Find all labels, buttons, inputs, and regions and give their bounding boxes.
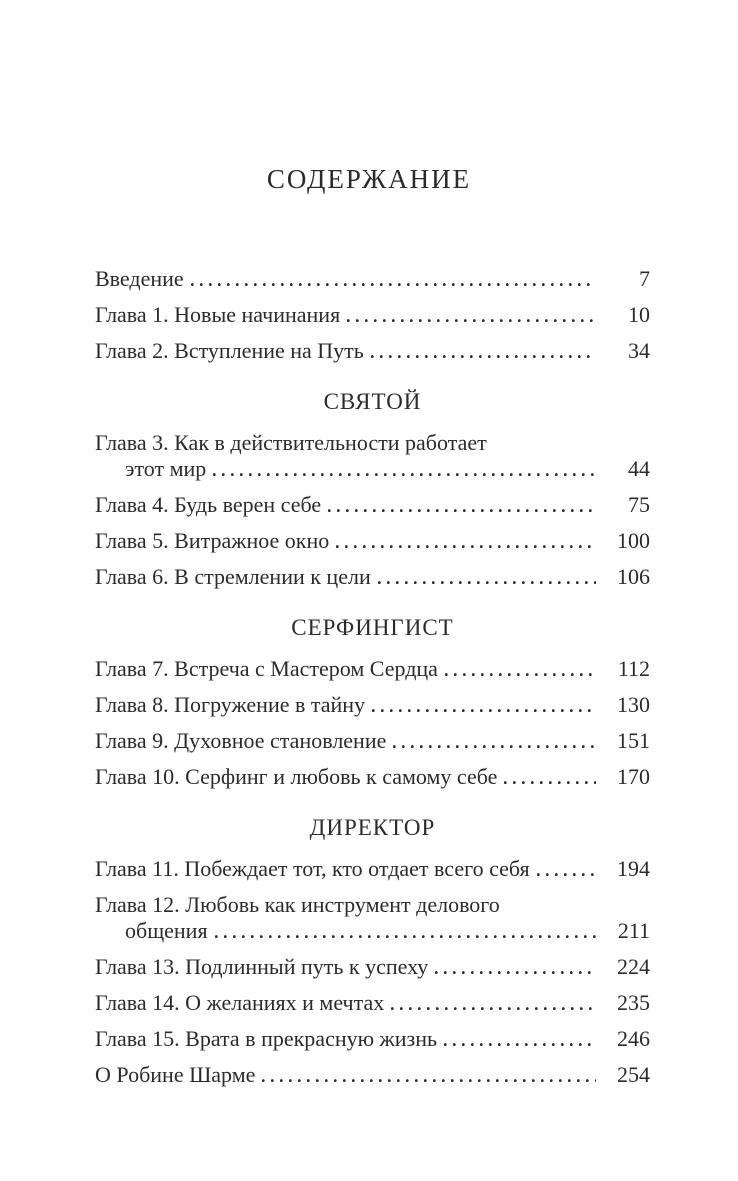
- dot-leader: [328, 508, 596, 512]
- page-number: 170: [617, 764, 650, 789]
- page-number: 34: [628, 338, 650, 363]
- toc-entry: [95, 564, 650, 590]
- toc-entry-line: [95, 1062, 650, 1088]
- toc-entry: [95, 990, 650, 1016]
- toc-entry-label: Глава 4. Будь верен себе: [95, 492, 322, 517]
- dot-leader: [372, 708, 596, 712]
- toc-entry-line: [95, 990, 650, 1016]
- dot-leader: [537, 872, 596, 876]
- toc-entry-line: [95, 528, 650, 554]
- toc-entry-line: [95, 856, 650, 882]
- toc-entry-label: Глава 12. Любовь как инструмент делового: [95, 892, 500, 917]
- page-number: 151: [617, 728, 650, 753]
- dot-leader: [336, 544, 596, 548]
- toc-entry-label: Введение: [95, 266, 184, 291]
- toc-entry: [95, 430, 650, 482]
- toc-entry: [95, 954, 650, 980]
- toc-entry-label: Глава 14. О желаниях и мечтах: [95, 990, 385, 1015]
- toc-entry: [95, 692, 650, 718]
- dot-leader: [504, 780, 596, 784]
- toc-entry-continuation: этот мир: [125, 456, 207, 481]
- dot-leader: [347, 318, 596, 322]
- toc-entry-line: [95, 728, 650, 754]
- dot-leader: [445, 672, 596, 676]
- toc-entry: [95, 492, 650, 518]
- page-number: 44: [628, 456, 650, 481]
- toc-entry-line: [125, 456, 650, 482]
- toc-entry-label: Глава 5. Витражное окно: [95, 528, 330, 553]
- dot-leader: [393, 744, 596, 748]
- toc-entry: [95, 856, 650, 882]
- page-number: 246: [617, 1026, 650, 1051]
- toc-entry-line: [95, 892, 650, 918]
- toc-entry: [95, 892, 650, 944]
- toc-entry-continuation: общения: [125, 918, 208, 943]
- toc-entry-line: [95, 338, 650, 364]
- toc-entry: [95, 764, 650, 790]
- toc-entry-label: Глава 11. Побеждает тот, кто отдает всего себя: [95, 856, 530, 881]
- toc-section-heading: СВЯТОЙ: [323, 389, 422, 414]
- dot-leader: [444, 1042, 596, 1046]
- toc-entry: [95, 1062, 650, 1088]
- toc-entry: [95, 266, 650, 292]
- toc-entry-label: О Робине Шарме: [95, 1062, 256, 1087]
- page-number: 254: [617, 1062, 650, 1087]
- toc-entry-line: [95, 1026, 650, 1052]
- toc-section-heading: СЕРФИНГИСТ: [291, 615, 454, 640]
- toc-entry: [95, 302, 650, 328]
- page-number: 106: [617, 564, 650, 589]
- table-of-contents: [95, 266, 650, 1088]
- dot-leader: [378, 580, 596, 584]
- page-number: 100: [617, 528, 650, 553]
- dot-leader: [262, 1078, 596, 1082]
- toc-entry: [95, 1026, 650, 1052]
- toc-entry-line: [95, 492, 650, 518]
- toc-entry-label: Глава 1. Новые начинания: [95, 302, 341, 327]
- dot-leader: [213, 472, 596, 476]
- toc-entry: [95, 528, 650, 554]
- page-number: 112: [617, 656, 650, 681]
- toc-entry-line: [95, 954, 650, 980]
- toc-entry-label: Глава 13. Подлинный путь к успеху: [95, 954, 429, 979]
- page-number: 130: [617, 692, 650, 717]
- toc-entry-line: [95, 266, 650, 292]
- page-number: 235: [617, 990, 650, 1015]
- dot-leader: [435, 970, 596, 974]
- page-number: 10: [628, 302, 650, 327]
- page-number: 224: [617, 954, 650, 979]
- toc-entry-label: Глава 9. Духовное становление: [95, 728, 387, 753]
- toc-entry-line: [125, 918, 650, 944]
- page-number: 211: [617, 918, 650, 943]
- toc-entry-label: Глава 8. Погружение в тайну: [95, 692, 366, 717]
- toc-entry-line: [95, 564, 650, 590]
- dot-leader: [371, 354, 596, 358]
- page-number: 7: [639, 266, 650, 291]
- contents-title: СОДЕРЖАНИЕ: [266, 164, 472, 194]
- toc-entry-label: Глава 7. Встреча с Мастером Сердца: [95, 656, 438, 681]
- toc-entry: [95, 338, 650, 364]
- toc-entry-line: [95, 692, 650, 718]
- toc-entry-label: Глава 2. Вступление на Путь: [95, 338, 364, 363]
- toc-entry-line: [95, 430, 650, 456]
- toc-entry-line: [95, 656, 650, 682]
- toc-entry-label: Глава 15. Врата в прекрасную жизнь: [95, 1026, 438, 1051]
- toc-entry-label: Глава 6. В стремлении к цели: [95, 564, 371, 589]
- toc-entry-label: Глава 3. Как в действительности работает: [95, 430, 487, 455]
- toc-section-heading: ДИРЕКТОР: [309, 815, 436, 840]
- toc-entry: [95, 728, 650, 754]
- toc-entry-label: Глава 10. Серфинг и любовь к самому себе: [95, 764, 498, 789]
- toc-entry-line: [95, 764, 650, 790]
- page-number: 75: [628, 492, 650, 517]
- toc-entry: [95, 656, 650, 682]
- dot-leader: [391, 1006, 596, 1010]
- dot-leader: [215, 934, 596, 938]
- dot-leader: [191, 282, 596, 286]
- toc-entry-line: [95, 302, 650, 328]
- page-number: 194: [617, 856, 650, 881]
